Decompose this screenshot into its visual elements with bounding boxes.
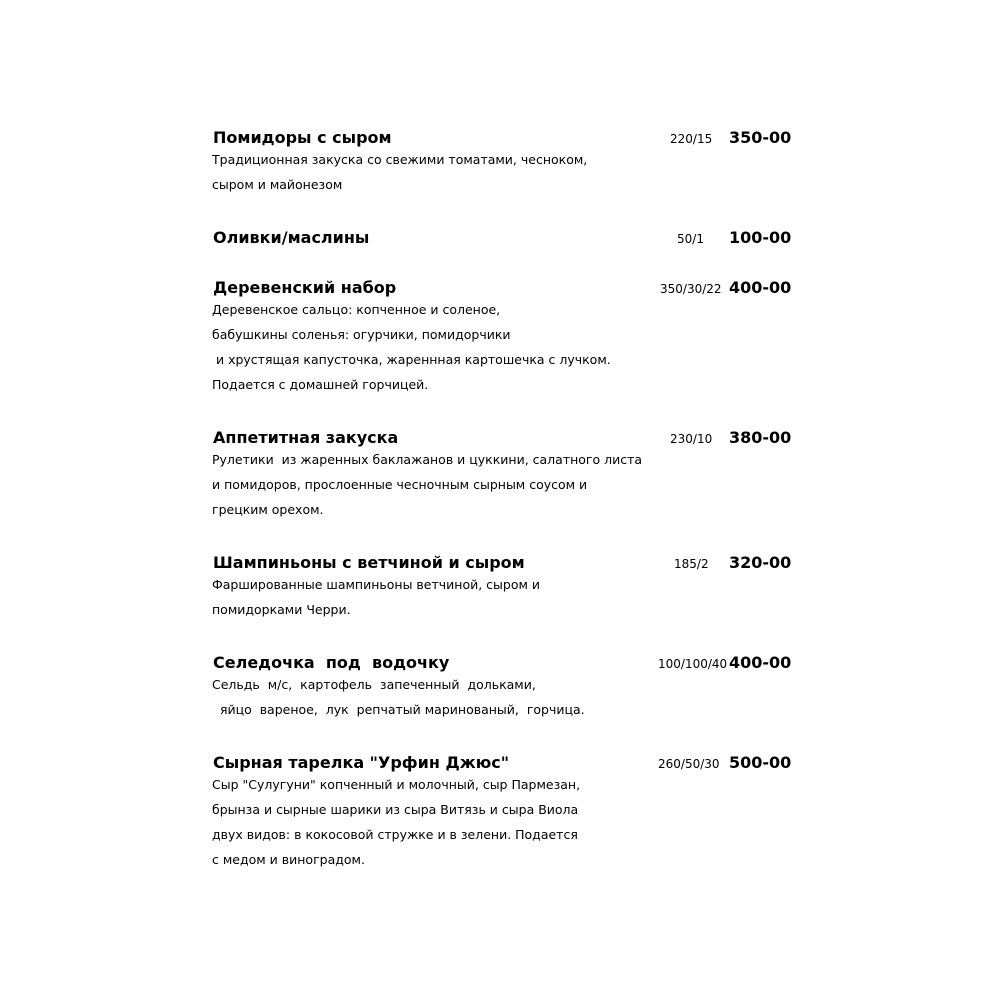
description-line: Традиционная закуска со свежими томатами, чесноком, bbox=[212, 152, 588, 167]
item-weight: 350/30/22 bbox=[660, 282, 722, 296]
item-weight: 220/15 bbox=[670, 132, 713, 146]
item-price: 100-00 bbox=[729, 228, 792, 247]
description-line: Сыр "Сулугуни" копченный и молочный, сыр Пармезан, bbox=[212, 777, 581, 792]
description-line: Сельдь м/с, картофель запеченный дольками, bbox=[212, 677, 536, 692]
item-title: Аппетитная закуска bbox=[213, 428, 399, 447]
item-weight: 230/10 bbox=[670, 432, 713, 446]
item-weight: 185/2 bbox=[674, 557, 709, 571]
item-price: 400-00 bbox=[729, 653, 792, 672]
item-price: 320-00 bbox=[729, 553, 792, 572]
description-line: Деревенское сальцо: копченное и соленое, bbox=[212, 302, 501, 317]
item-price: 500-00 bbox=[729, 753, 792, 772]
item-description bbox=[212, 297, 611, 397]
description-line: Подается с домашней горчицей. bbox=[212, 377, 429, 392]
description-line: Рулетики из жаренных баклажанов и цуккини, салатного листа bbox=[212, 452, 643, 467]
description-line: яйцо вареное, лук репчатый маринованый, горчица. bbox=[212, 702, 585, 717]
description-line: сыром и майонезом bbox=[212, 177, 343, 192]
description-line: бабушкины соленья: огурчики, помидорчики bbox=[212, 327, 511, 342]
description-line: грецким орехом. bbox=[212, 502, 324, 517]
item-price: 350-00 bbox=[729, 128, 792, 147]
item-description bbox=[212, 447, 642, 522]
item-weight: 260/50/30 bbox=[658, 757, 720, 771]
item-description bbox=[212, 772, 580, 872]
description-line: и хрустящая капусточка, жареннная картошечка с лучком. bbox=[212, 352, 611, 367]
item-title: Оливки/маслины bbox=[213, 228, 370, 247]
item-title: Деревенский набор bbox=[213, 278, 397, 297]
item-description bbox=[212, 572, 540, 622]
description-line: и помидоров, прослоенные чесночным сырным соусом и bbox=[212, 477, 588, 492]
description-line: с медом и виноградом. bbox=[212, 852, 365, 867]
description-line: помидорками Черри. bbox=[212, 602, 351, 617]
item-title: Шампиньоны с ветчиной и сыром bbox=[213, 553, 525, 572]
item-description bbox=[212, 147, 587, 197]
item-title: Сырная тарелка "Урфин Джюс" bbox=[213, 753, 510, 772]
item-price: 380-00 bbox=[729, 428, 792, 447]
item-price: 400-00 bbox=[729, 278, 792, 297]
description-line: Фаршированные шампиньоны ветчиной, сыром и bbox=[212, 577, 541, 592]
item-description bbox=[212, 672, 585, 722]
item-title: Помидоры с сыром bbox=[213, 128, 392, 147]
description-line: двух видов: в кокосовой стружке и в зелени. Подается bbox=[212, 827, 578, 842]
item-weight: 100/100/40 bbox=[658, 657, 728, 671]
item-title: Селедочка под водочку bbox=[213, 653, 450, 672]
description-line: брынза и сырные шарики из сыра Витязь и сыра Виола bbox=[212, 802, 579, 817]
item-weight: 50/1 bbox=[677, 232, 704, 246]
